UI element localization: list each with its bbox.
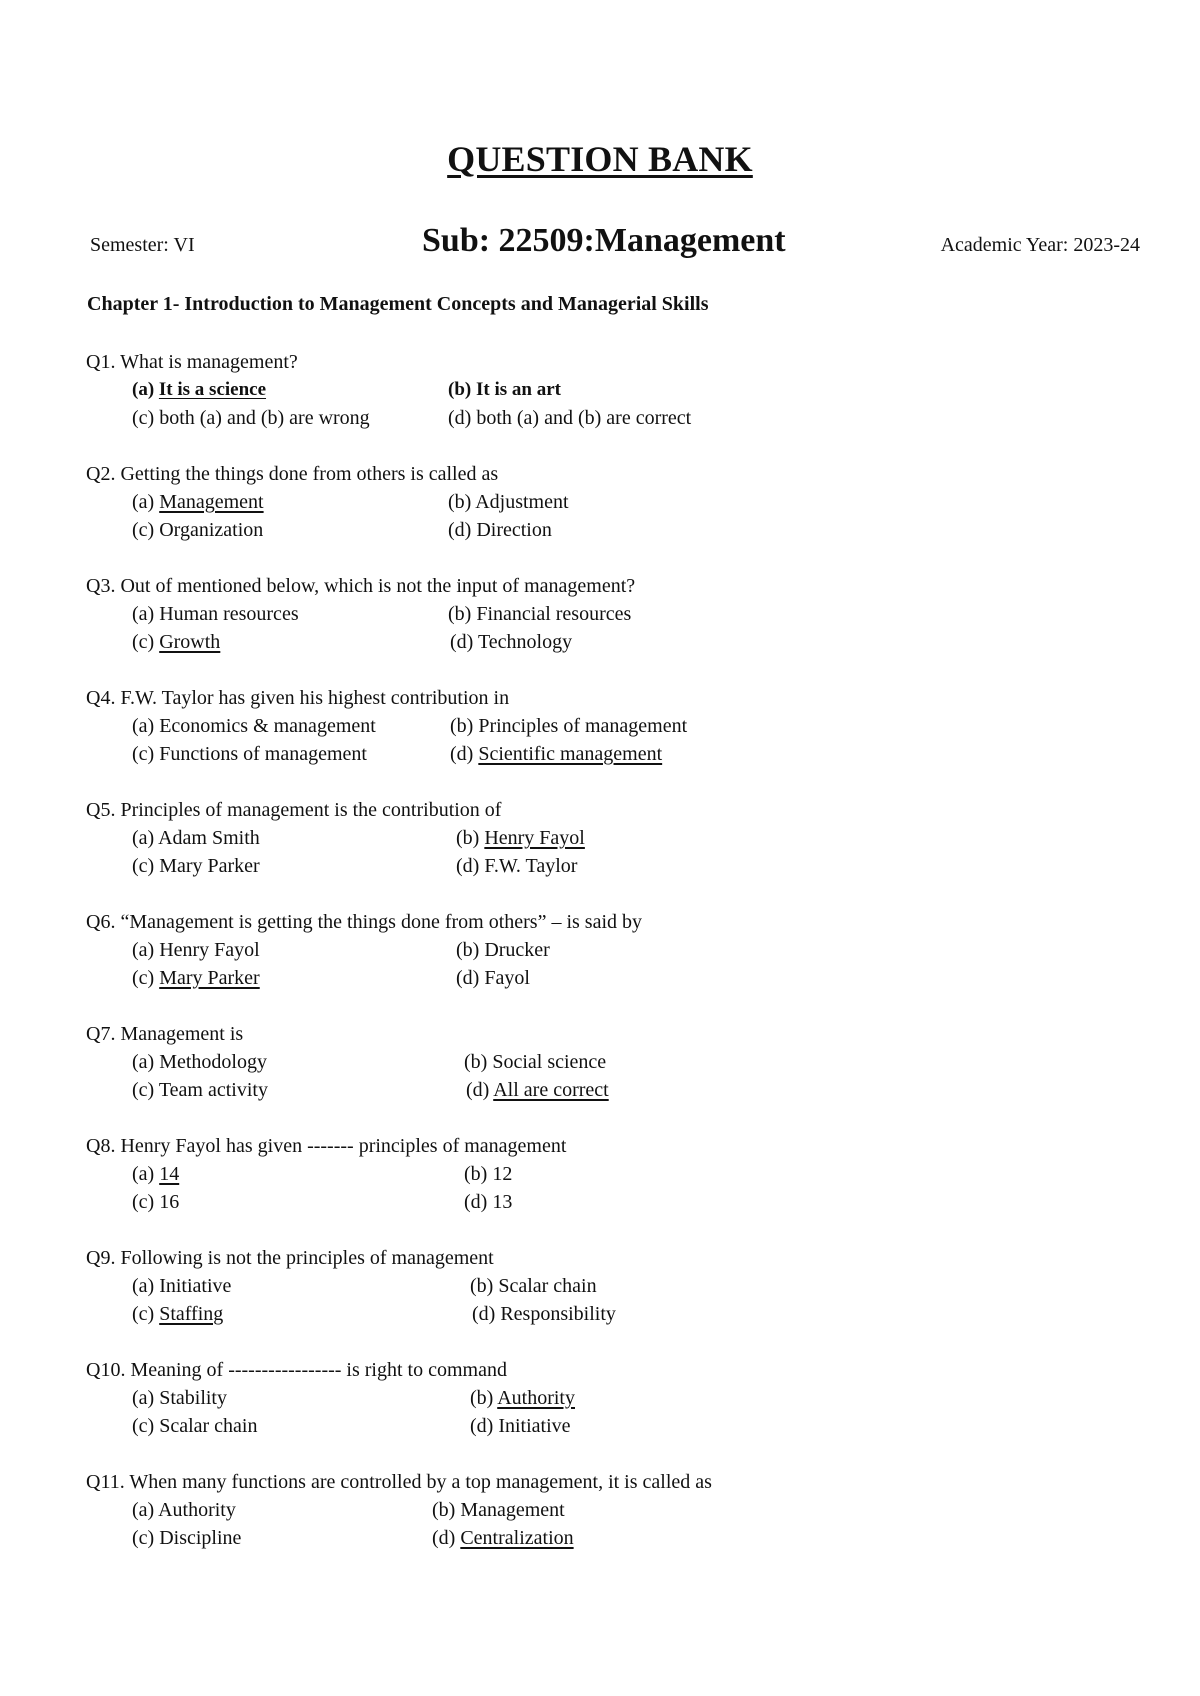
question-block-q3 [86,572,1136,656]
question-text: Q1. What is management? [86,351,298,373]
option-row [86,1188,1136,1216]
option-c: (c) 16 [132,1191,180,1213]
question-text: Q4. F.W. Taylor has given his highest contribution in [86,687,510,709]
option-a-text: Methodology [159,1051,267,1073]
option-d: (d) 13 [464,1191,513,1213]
option-a: (a) 14 [132,1163,180,1185]
question-text: Q10. Meaning of ----------------- is right to command [86,1359,507,1381]
option-row [86,404,1136,432]
option-a: (a) Management [132,491,264,513]
option-a: (a) Methodology [132,1051,267,1073]
option-row [86,1160,1136,1188]
option-a: (a) Human resources [132,603,299,625]
option-c: (c) Mary Parker [132,967,260,989]
option-row [86,1048,1136,1076]
question-text: Q7. Management is [86,1023,244,1045]
question-text: Q11. When many functions are controlled by a top management, it is called as [86,1471,712,1493]
option-d-text: Technology [477,631,573,653]
option-row [86,1384,1136,1412]
option-b: (b) Financial resources [448,603,632,625]
option-d-text: Responsibility [500,1303,616,1325]
academic-year-label: Academic Year: 2023-24 [940,234,1140,256]
option-a: (a) Adam Smith [132,827,260,849]
option-a: (a) Authority [132,1499,236,1521]
option-b-text: Financial resources [476,603,632,625]
option-b-text: Authority [497,1387,575,1409]
option-b: (b) It is an art [448,379,561,400]
option-c: (c) both (a) and (b) are wrong [132,407,370,429]
option-row [86,600,1136,628]
option-d-text: Initiative [498,1415,571,1437]
option-row [86,1300,1136,1328]
option-b-text: Scalar chain [498,1275,597,1297]
question-block-q10 [86,1356,1136,1440]
option-d-text: both (a) and (b) are correct [476,407,692,429]
option-d-text: Centralization [460,1527,574,1549]
option-d-text: 13 [492,1191,513,1213]
option-a-text: 14 [159,1163,180,1185]
option-c: (c) Discipline [132,1527,242,1549]
option-row [86,964,1136,992]
option-row [86,936,1136,964]
option-a: (a) Economics & management [132,715,376,737]
question-block-q4 [86,684,1136,768]
option-a: (a) Initiative [132,1275,232,1297]
option-c-text: Scalar chain [159,1415,258,1437]
option-b-text: 12 [492,1163,513,1185]
option-row [86,1496,1136,1524]
option-c-text: Discipline [159,1527,242,1549]
option-c-text: Organization [159,519,264,541]
option-a-text: Human resources [159,603,299,625]
option-row [86,516,1136,544]
option-c: (c) Functions of management [132,743,367,765]
question-block-q7 [86,1020,1136,1104]
question-text: Q6. “Management is getting the things done from others” – is said by [86,911,643,933]
option-a-text: Initiative [159,1275,232,1297]
option-c: (c) Mary Parker [132,855,260,877]
option-b: (b) Adjustment [448,491,569,513]
option-a-text: Management [159,491,264,513]
option-a: (a) Stability [132,1387,227,1409]
option-c-text: 16 [159,1191,180,1213]
option-a-text: It is a science [158,379,267,400]
option-b: (b) Henry Fayol [456,827,585,849]
option-d-text: All are correct [493,1079,609,1101]
option-row [86,852,1136,880]
option-a-text: Henry Fayol [159,939,260,961]
subject-label: Sub: 22509:Management [422,222,786,259]
option-a: (a) Henry Fayol [132,939,260,961]
option-c-text: Team activity [158,1079,268,1101]
question-block-q8 [86,1132,1136,1216]
header-meta-row [90,222,1140,272]
option-d: (d) All are correct [466,1079,609,1101]
option-a: (a) It is a science [132,379,267,400]
option-row [86,740,1136,768]
option-b-text: It is an art [475,379,561,400]
option-row [86,824,1136,852]
option-row [86,1412,1136,1440]
option-d: (d) Responsibility [472,1303,616,1325]
semester-label: Semester: VI [90,234,195,256]
option-b-text: Drucker [484,939,550,961]
option-a-text: Economics & management [159,715,376,737]
question-text: Q8. Henry Fayol has given ------- principles of management [86,1135,567,1157]
option-c-text: Staffing [159,1303,224,1325]
option-b-text: Adjustment [475,491,569,513]
question-text: Q9. Following is not the principles of management [86,1247,494,1269]
option-c-text: Mary Parker [159,855,260,877]
option-row [86,628,1136,656]
option-row [86,1272,1136,1300]
option-d-text: Scientific management [478,743,663,765]
option-d: (d) Scientific management [450,743,663,765]
option-a-text: Stability [159,1387,227,1409]
question-block-q1 [86,348,1136,432]
option-b: (b) 12 [464,1163,513,1185]
chapter-heading: Chapter 1- Introduction to Management Concepts and Managerial Skills [87,293,709,315]
question-text: Q5. Principles of management is the contribution of [86,799,502,821]
question-block-q5 [86,796,1136,880]
option-d-text: F.W. Taylor [484,855,578,877]
option-b: (b) Drucker [456,939,550,961]
option-c: (c) Staffing [132,1303,224,1325]
option-b-text: Management [460,1499,565,1521]
option-d: (d) Initiative [470,1415,571,1437]
option-c-text: Functions of management [159,743,367,765]
option-b-text: Henry Fayol [484,827,585,849]
option-b: (b) Social science [464,1051,607,1073]
option-b-text: Social science [492,1051,607,1073]
option-d: (d) Centralization [432,1527,574,1549]
option-row [86,1076,1136,1104]
option-b: (b) Management [432,1499,565,1521]
page-title: QUESTION BANK [447,139,753,179]
option-b: (b) Authority [470,1387,575,1409]
question-block-q6 [86,908,1136,992]
option-d: (d) Direction [448,519,552,541]
option-b: (b) Principles of management [450,715,688,737]
option-row [86,376,1136,404]
option-row [86,488,1136,516]
option-c: (c) Team activity [132,1079,268,1101]
option-a-text: Adam Smith [158,827,260,849]
option-d-text: Direction [476,519,552,541]
option-c: (c) Organization [132,519,264,541]
option-row [86,1524,1136,1552]
question-text: Q2. Getting the things done from others is called as [86,463,499,485]
option-d: (d) Technology [450,631,573,653]
option-c-text: Mary Parker [159,967,260,989]
option-c: (c) Scalar chain [132,1415,258,1437]
option-c-text: both (a) and (b) are wrong [159,407,370,429]
option-d: (d) F.W. Taylor [456,855,578,877]
option-c: (c) Growth [132,631,221,653]
question-block-q2 [86,460,1136,544]
question-block-q9 [86,1244,1136,1328]
option-d: (d) Fayol [456,967,530,989]
option-d: (d) both (a) and (b) are correct [448,407,692,429]
option-row [86,712,1136,740]
question-text: Q3. Out of mentioned below, which is not the input of management? [86,575,636,597]
option-d-text: Fayol [484,967,530,989]
option-c-text: Growth [159,631,221,653]
option-b: (b) Scalar chain [470,1275,597,1297]
option-b-text: Principles of management [478,715,688,737]
option-a-text: Authority [158,1499,236,1521]
question-block-q11 [86,1468,1136,1552]
